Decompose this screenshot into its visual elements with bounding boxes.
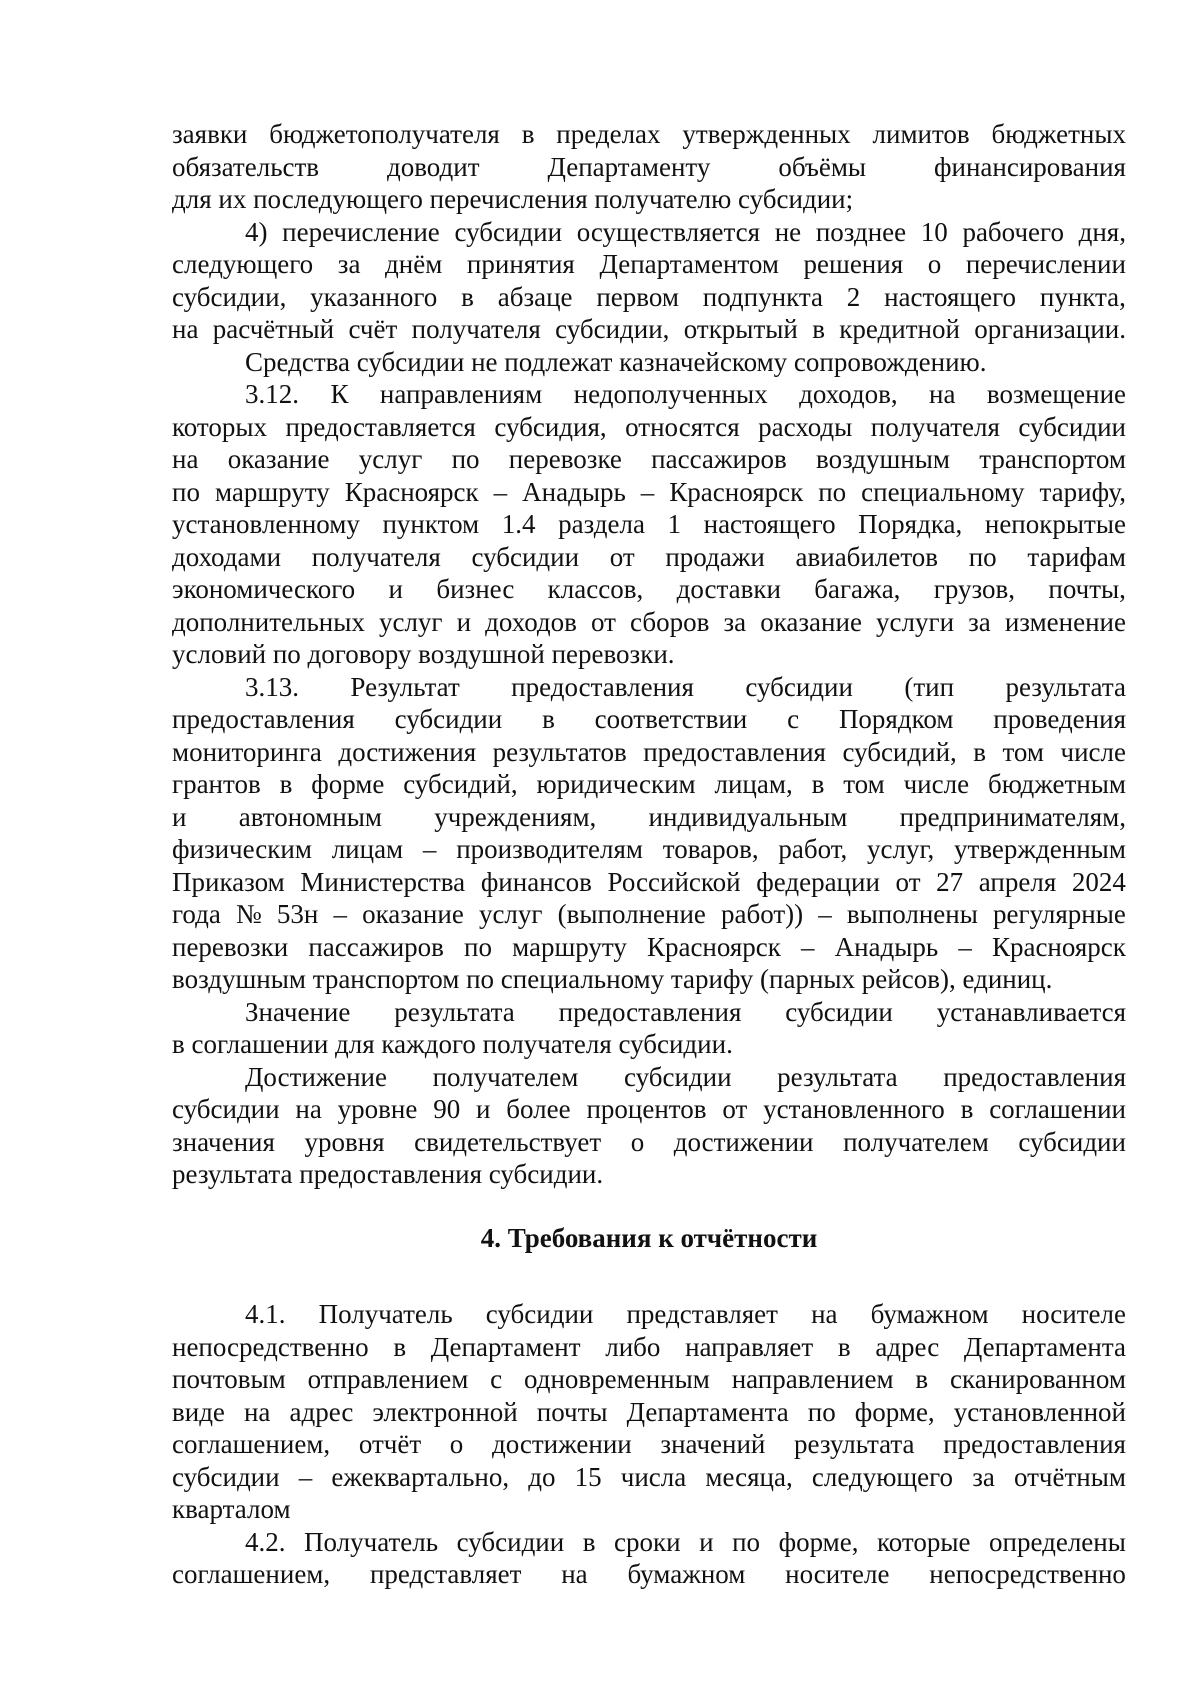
text-line: воздушным транспортом по специальному тарифу (парных рейсов), единиц. [172, 964, 1053, 994]
text-line: условий по договору воздушной перевозки. [172, 639, 675, 669]
text-line: кварталом [172, 1494, 291, 1524]
text-line: в соглашении для каждого получателя субсидии. [172, 1029, 733, 1059]
text-line: на расчётный счёт получателя субсидии, открытый в кредитной организации. [172, 314, 1126, 344]
body-text-section-4 [172, 1298, 1126, 1591]
text-line: 4.1. Получатель субсидии представляет на бумажном носителе [245, 1299, 1126, 1329]
text-line: следующего за днём принятия Департаментом решения о перечислении [172, 249, 1126, 279]
text-line: предоставления субсидии в соответствии с Порядком проведения [172, 704, 1126, 734]
text-line: экономического и бизнес классов, доставки багажа, грузов, почты, [172, 574, 1126, 604]
text-line: почтовым отправлением с одновременным направлением в сканированном [172, 1364, 1126, 1394]
text-line: Средства субсидии не подлежат казначейскому сопровождению. [245, 346, 987, 377]
text-line: физическим лицам – производителям товаров, работ, услуг, утвержденным [172, 834, 1126, 864]
text-line: Значение результата предоставления субсидии устанавливается [245, 996, 1126, 1027]
text-line: виде на адрес электронной почты Департамента по форме, установленной [172, 1396, 1126, 1427]
text-line: для их последующего перечисления получателю субсидии; [172, 184, 854, 214]
text-line: субсидии на уровне 90 и более процентов от установленного в соглашении [172, 1094, 1126, 1124]
text-line: соглашением, представляет на бумажном носителе непосредственно [172, 1559, 1126, 1589]
body-text-section-3 [172, 118, 1126, 1191]
text-line: непосредственно в Департамент либо направляет в адрес Департамента [172, 1331, 1126, 1362]
text-line: 3.13. Результат предоставления субсидии (тип результата [245, 671, 1126, 702]
text-line: субсидии, указанного в абзаце первом подпункта 2 настоящего пункта, [172, 281, 1126, 312]
text-line: значения уровня свидетельствует о достижении получателем субсидии [172, 1126, 1126, 1157]
text-line: заявки бюджетополучателя в пределах утвержденных лимитов бюджетных [172, 119, 1126, 149]
text-line: 4) перечисление субсидии осуществляется не позднее 10 рабочего дня, [245, 216, 1126, 247]
section-heading: 4. Требования к отчётности [480, 1223, 818, 1253]
text-line: 4.2. Получатель субсидии в сроки и по форме, которые определены [245, 1526, 1126, 1557]
text-line: на оказание услуг по перевозке пассажиров воздушным транспортом [172, 444, 1126, 474]
text-line: соглашением, отчёт о достижении значений результата предоставления [172, 1429, 1126, 1459]
text-line: установленному пунктом 1.4 раздела 1 настоящего Порядка, непокрытые [172, 509, 1126, 539]
text-line: года № 53н – оказание услуг (выполнение работ)) – выполнены регулярные [172, 899, 1126, 929]
text-line: 3.12. К направлениям недополученных доходов, на возмещение [245, 379, 1126, 409]
text-line: мониторинга достижения результатов предоставления субсидий, в том числе [172, 736, 1126, 767]
text-line: обязательств доводит Департаменту объёмы финансирования [172, 151, 1126, 182]
text-line: и автономным учреждениям, индивидуальным предпринимателям, [172, 801, 1126, 832]
text-line: дополнительных услуг и доходов от сборов за оказание услуги за изменение [172, 606, 1126, 637]
text-line: субсидии – ежеквартально, до 15 числа месяца, следующего за отчётным [172, 1461, 1126, 1492]
text-line: Достижение получателем субсидии результата предоставления [245, 1061, 1126, 1092]
text-line: результата предоставления субсидии. [172, 1159, 604, 1189]
text-line: Приказом Министерства финансов Российской федерации от 27 апреля 2024 [172, 866, 1126, 897]
text-line: доходами получателя субсидии от продажи авиабилетов по тарифам [172, 541, 1126, 572]
text-line: по маршруту Красноярск – Анадырь – Красноярск по специальному тарифу, [172, 476, 1126, 507]
text-line: перевозки пассажиров по маршруту Красноярск – Анадырь – Красноярск [172, 931, 1126, 962]
text-line: грантов в форме субсидий, юридическим лицам, в том числе бюджетным [172, 769, 1126, 799]
text-line: которых предоставляется субсидия, относятся расходы получателя субсидии [172, 411, 1126, 442]
